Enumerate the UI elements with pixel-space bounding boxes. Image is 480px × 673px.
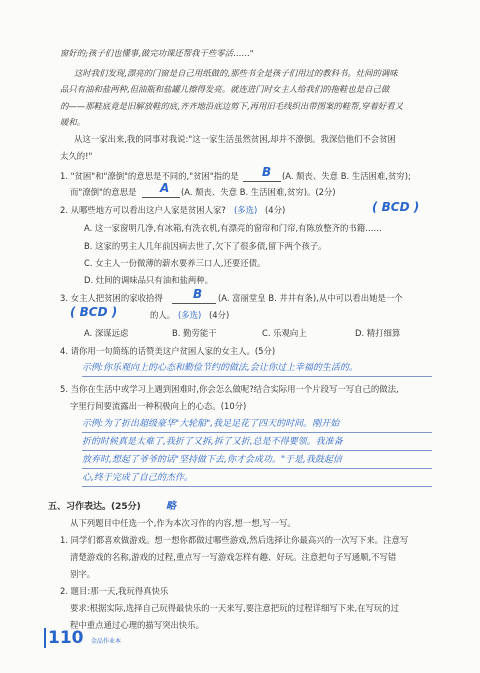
story-line-4: 的——那鞋底竟是旧解放鞋的底,齐齐地沿底边剪下,再用旧毛线织出带图案的鞋帮,穿着好看又 <box>60 101 403 111</box>
q3-answer-1: B <box>193 287 203 301</box>
q3-blank-1 <box>172 303 216 304</box>
page-number: 110 <box>48 628 84 648</box>
q3-option-c: C. 乐观向上 <box>262 328 307 338</box>
q4-answer: 示例:你乐观向上的心态和勤俭节约的做法,会让你过上幸福的生活的。 <box>82 363 358 373</box>
q3-stem-a: 3. 女主人把贫困的家收拾得 <box>60 293 163 303</box>
q1-stem-d: (A. 颓丧、失意 B. 生活困难,贫穷)。(2分) <box>181 187 336 197</box>
q5-stem-1: 5. 当你在生活中或学习上遇到困难时,你会怎么做呢?结合实际用一个片段写一写自己的做法, <box>60 384 399 394</box>
q5-rule-2 <box>82 450 432 451</box>
q3-answer-2: ( BCD ) <box>70 305 118 319</box>
q1-answer-2: A <box>160 181 170 195</box>
q1-blank-1 <box>243 181 281 182</box>
q2-option-d: D. 灶间的调味品只有油和盐两种。 <box>84 275 214 285</box>
q3-option-d: D. 精打细算 <box>355 328 401 338</box>
q1-blank-2 <box>142 197 180 198</box>
section-5-title: 五、习作表达。(25分) <box>48 502 141 512</box>
q5-rule-1 <box>82 432 432 433</box>
q2-option-a: A. 这一家窗明几净,有冰箱,有洗衣机,有漂亮的窗帘和门帘,有陈放整齐的书籍…… <box>84 223 382 233</box>
q2-score: (4分) <box>265 205 286 215</box>
q4-stem: 4. 请你用一句简练的话赞美这户贫困人家的女主人。(5分) <box>60 346 276 356</box>
q3-stem-b: (A. 富丽堂皇 B. 井井有条),从中可以看出她是一个 <box>218 293 403 303</box>
topic-1-line-3: 别字。 <box>70 569 96 579</box>
q2-option-c: C. 女主人一份微薄的薪水要养三口人,还要还债。 <box>84 258 266 268</box>
q2-option-b: B. 这家的男主人几年前因病去世了,欠下了很多债,留下两个孩子。 <box>84 241 327 251</box>
footer-bar <box>44 628 46 648</box>
story-line-2: 这时我们发现,漂亮的门窗是自己用纸做的,那些书全是孩子们用过的教科书。灶间的调味 <box>74 68 398 78</box>
q3-multi-tag: (多选) <box>178 310 202 320</box>
q2-answer: ( BCD ) <box>372 200 420 214</box>
q5-answer-line-2: 折的时候真是太难了,我折了又拆,拆了又折,总是不得要领。我准备 <box>82 437 343 447</box>
topic-2-line-1: 2. 题目:那一天,我玩得真快乐 <box>60 586 169 596</box>
q4-answer-line <box>82 376 432 377</box>
section-5-mark: 略 <box>166 501 176 512</box>
section-5-intro: 从下列题目中任选一个,作为本次习作的内容,想一想,写一写。 <box>70 518 296 528</box>
q3-score: (4分) <box>209 310 230 320</box>
q5-rule-3 <box>82 468 432 469</box>
q1-stem-c: 而"潦倒"的意思是 <box>70 187 137 197</box>
topic-1-line-2: 清楚游戏的名称,游戏的过程,重点写一写游戏怎样有趣、好玩。注意把句子写通顺,不写错 <box>70 552 397 562</box>
q5-answer-line-3: 放弃时,想起了爷爷的话"坚持做下去,你才会成功。"于是,我鼓起信 <box>82 455 342 465</box>
topic-2-line-3: 程中重点通过心理的描写突出快乐。 <box>70 620 204 630</box>
q3-stem-c: 的人。 <box>150 310 176 320</box>
story-line-1: 窗好的;孩子们也懂事,做完功课还帮我干些零活……" <box>60 48 254 58</box>
q1-stem-a: 1. "贫困"和"潦倒"的意思是不同的,"贫困"指的是 <box>60 171 239 181</box>
q2-multi-tag: (多选) <box>234 205 258 215</box>
q2-stem: 2. 从哪些地方可以看出这户人家是贫困人家? <box>60 205 226 215</box>
q1-stem-b: (A. 颓丧、失意 B. 生活困难,贫穷); <box>282 171 411 181</box>
topic-1-line-1: 1. 同学们都喜欢做游戏。想一想你都做过哪些游戏,然后选择让你最高兴的一次写下来。注意写 <box>60 535 409 545</box>
q5-stem-2: 字里行间要流露出一种积极向上的心态。(10分) <box>70 401 247 411</box>
story-line-5: 暖和。 <box>60 117 86 127</box>
story-line-3: 品只有油和盐两种,但油瓶和盐罐儿擦得发亮。就连进门时女主人给我们的拖鞋也是自己做 <box>60 84 390 94</box>
q3-option-a: A. 深谋远虑 <box>84 328 129 338</box>
topic-2-line-2: 要求:根据实际,选择自己玩得最快乐的一天来写,要注意把玩的过程详细写下来,在写玩的过 <box>70 603 400 613</box>
story-line-7: 太久的!" <box>60 151 93 161</box>
q5-answer-line-4: 心,终于完成了自己的杰作。 <box>82 473 193 483</box>
footer-label: 金品作业本 <box>91 638 122 645</box>
q5-rule-4 <box>82 486 432 487</box>
q1-answer-1: B <box>262 165 272 179</box>
story-line-6: 从这一家出来,我的同事对我说:"这一家生活虽然贫困,却并不潦倒。我深信他们不会贫困 <box>74 134 396 144</box>
q3-option-b: B. 勤劳能干 <box>172 328 217 338</box>
q5-answer-line-1: 示例:为了折出超级豪华"大轮船",我足足花了四天的时间。刚开始 <box>82 419 340 429</box>
